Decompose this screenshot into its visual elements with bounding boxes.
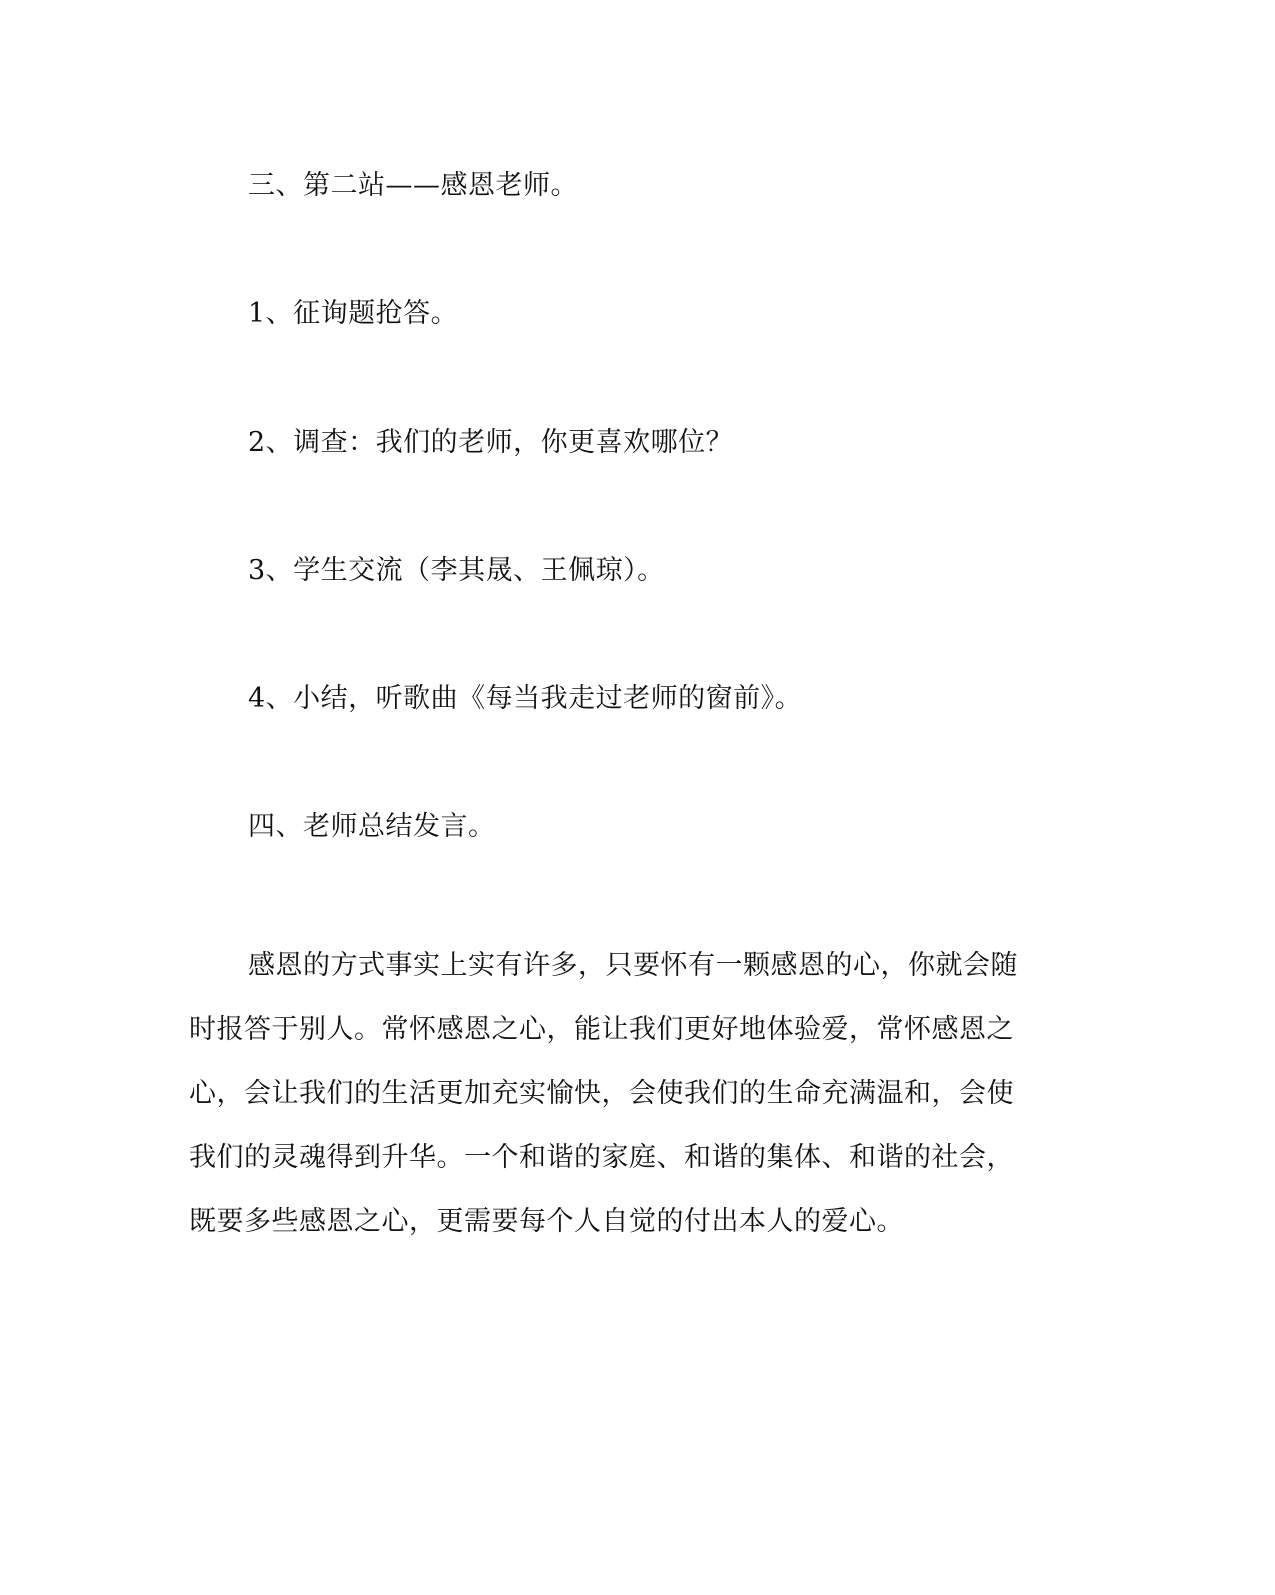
paragraph-line: 既要多些感恩之心，更需要每个人自觉的付出本人的爱心。: [189, 1206, 904, 1237]
section-heading-teacher-summary: 四、老师总结发言。: [248, 811, 496, 842]
list-item-quiz: 1、征询题抢答。: [248, 298, 459, 329]
list-item-survey: 2、调查：我们的老师，你更喜欢哪位？: [248, 427, 734, 458]
summary-paragraph: [189, 934, 1061, 1254]
paragraph-line: 心，会让我们的生活更加充实愉快，会使我们的生命充满温和，会使: [189, 1078, 1014, 1109]
paragraph-line: 时报答于别人。常怀感恩之心，能让我们更好地体验爱，常怀感恩之: [189, 1014, 1014, 1045]
paragraph-line: 感恩的方式事实上实有许多，只要怀有一颗感恩的心，你就会随: [248, 950, 1018, 981]
paragraph-line: 我们的灵魂得到升华。一个和谐的家庭、和谐的集体、和谐的社会，: [189, 1142, 1014, 1173]
section-heading-station-two: 三、第二站——感恩老师。: [248, 170, 578, 201]
list-item-student-exchange: 3、学生交流（李其晟、王佩琼）。: [248, 555, 665, 586]
list-item-summary-song: 4、小结，听歌曲《每当我走过老师的窗前》。: [248, 683, 803, 714]
